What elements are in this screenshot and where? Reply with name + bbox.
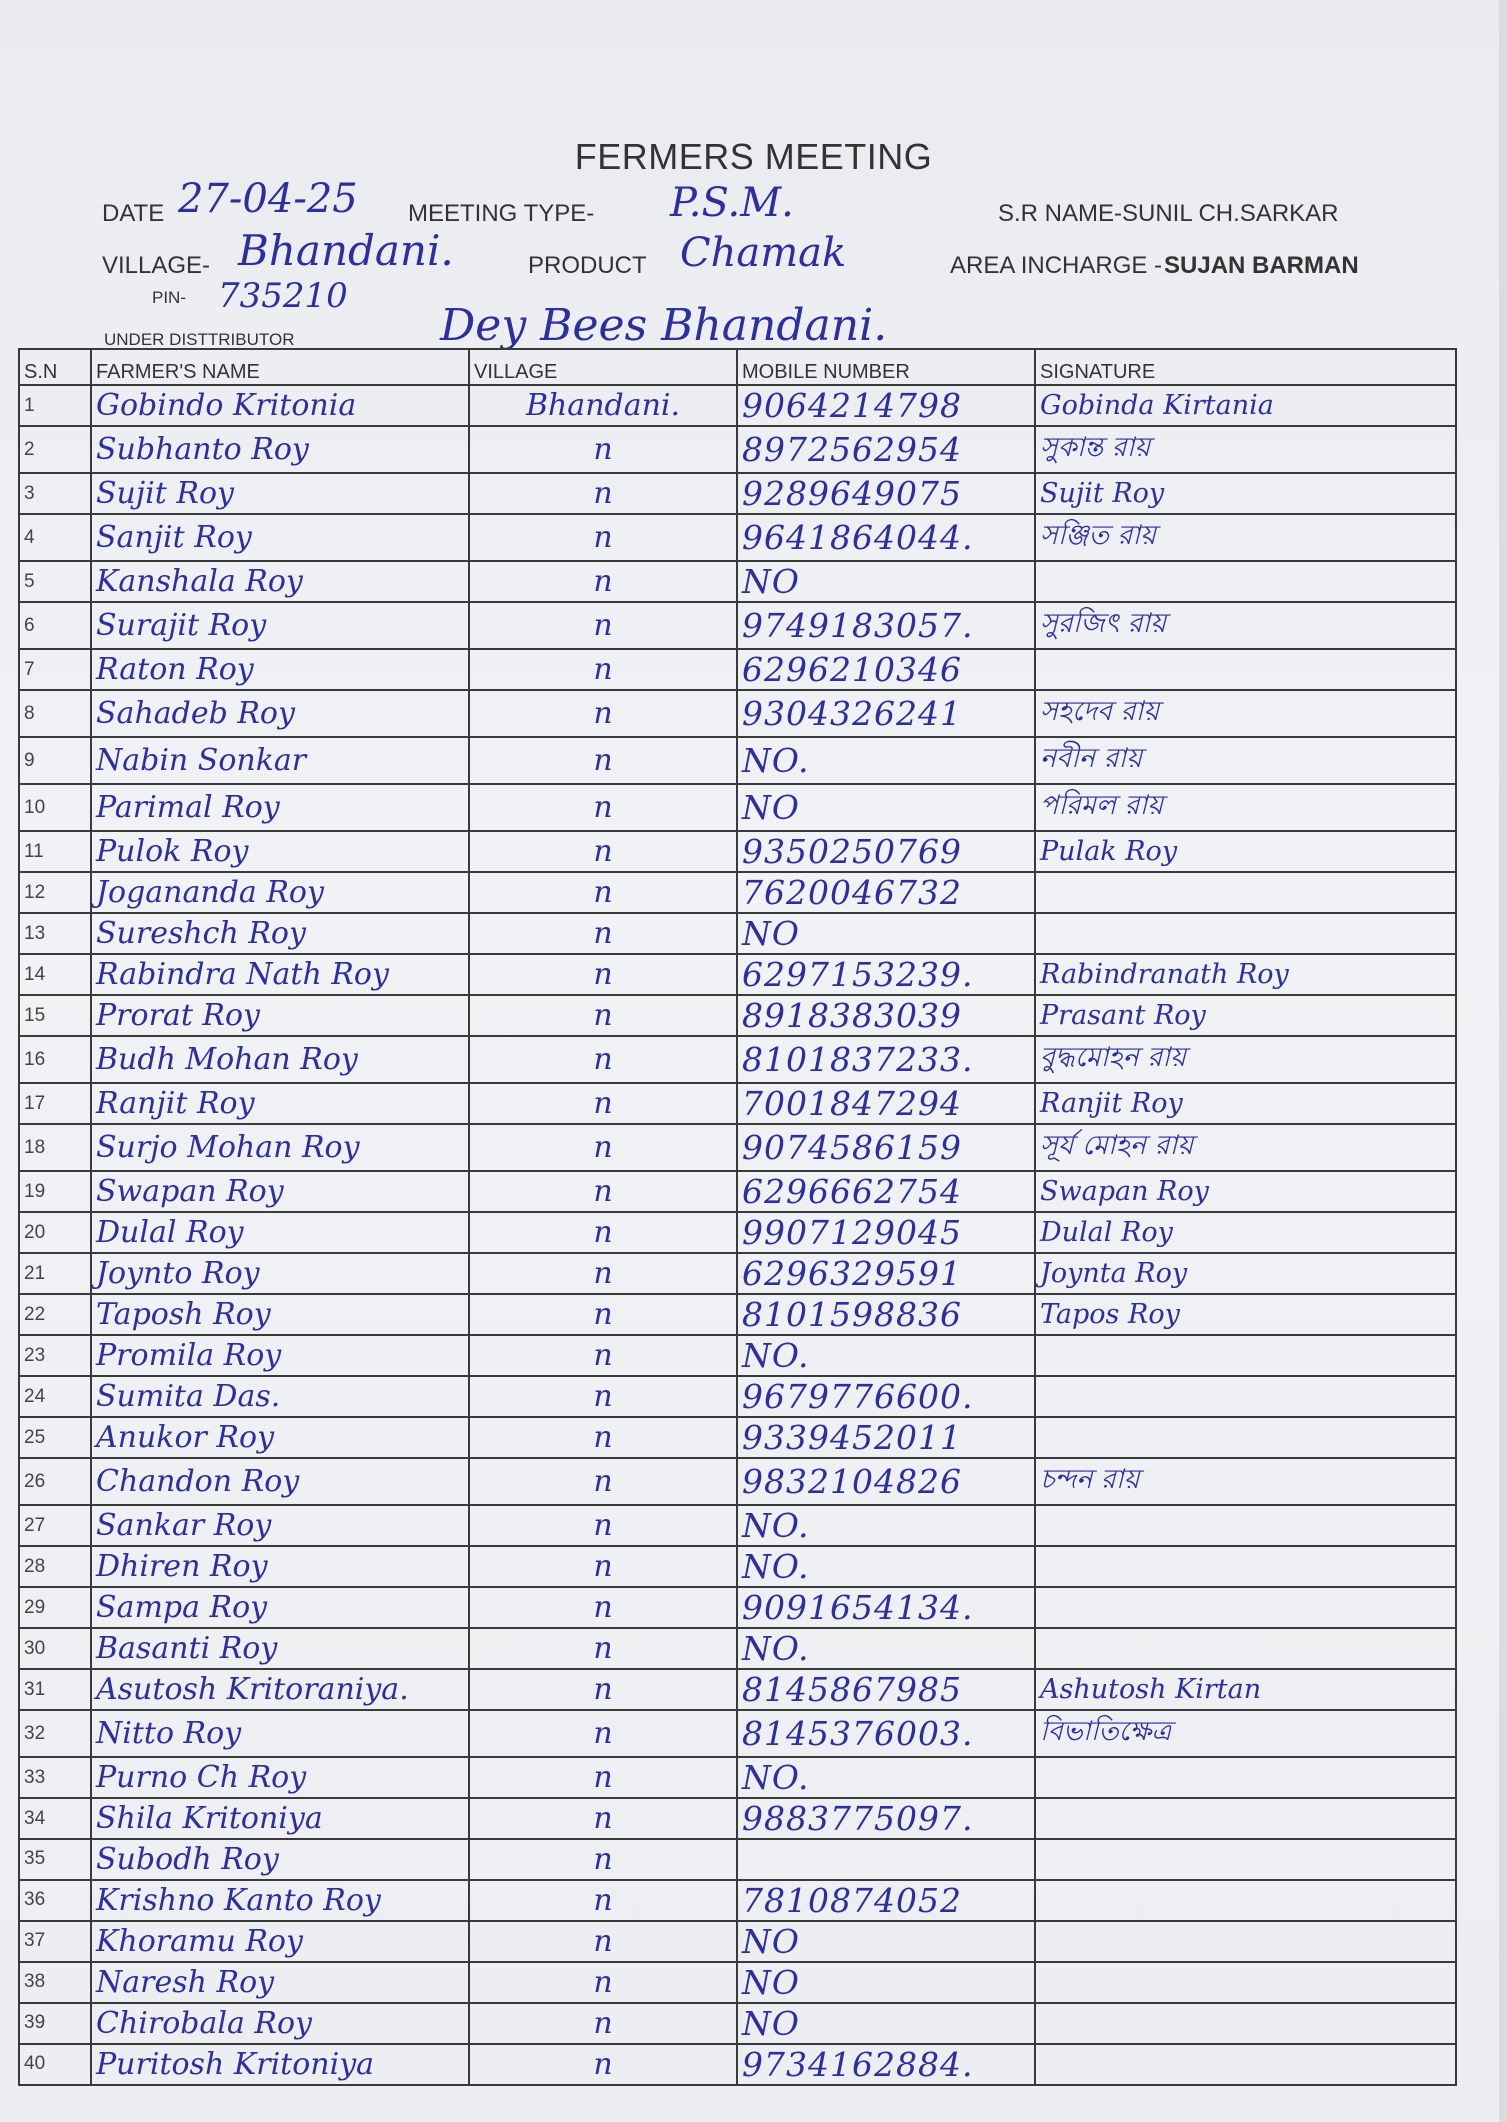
- farmer-name-cell: Subodh Roy: [91, 1839, 469, 1880]
- farmer-name-cell: Kanshala Roy: [91, 561, 469, 602]
- mobile-number-cell: 9304326241: [737, 690, 1035, 737]
- signature-cell: সুকান্ত রায়: [1035, 426, 1456, 473]
- table-row: [19, 1253, 1456, 1294]
- farmer-name-cell: Sampa Roy: [91, 1587, 469, 1628]
- mobile-number-cell: 9641864044.: [737, 514, 1035, 561]
- mobile-number-cell: NO.: [737, 1505, 1035, 1546]
- table-row: [19, 690, 1456, 737]
- farmer-name-cell: Surajit Roy: [91, 602, 469, 649]
- mobile-number-cell: 8101598836: [737, 1294, 1035, 1335]
- serial-number-cell: 9: [19, 737, 91, 784]
- table-row: [19, 1669, 1456, 1710]
- village-cell: n: [469, 1335, 737, 1376]
- table-row: [19, 1458, 1456, 1505]
- serial-number-cell: 10: [19, 784, 91, 831]
- serial-number-cell: 17: [19, 1083, 91, 1124]
- meeting-type-value: P.S.M.: [670, 180, 794, 226]
- mobile-number-cell: NO: [737, 1962, 1035, 2003]
- signature-cell: [1035, 1757, 1456, 1798]
- serial-number-cell: 25: [19, 1417, 91, 1458]
- village-cell: n: [469, 2044, 737, 2085]
- farmer-name-cell: Chandon Roy: [91, 1458, 469, 1505]
- signature-cell: [1035, 1417, 1456, 1458]
- farmer-name-cell: Sujit Roy: [91, 473, 469, 514]
- village-cell: n: [469, 1757, 737, 1798]
- area-incharge-label: AREA INCHARGE -: [950, 252, 1163, 279]
- signature-cell: [1035, 1587, 1456, 1628]
- farmer-name-cell: Nitto Roy: [91, 1710, 469, 1757]
- farmer-name-cell: Basanti Roy: [91, 1628, 469, 1669]
- meeting-type-label: MEETING TYPE-: [408, 200, 595, 227]
- serial-number-cell: 15: [19, 995, 91, 1036]
- table-row: [19, 1124, 1456, 1171]
- village-cell: n: [469, 1458, 737, 1505]
- farmer-name-cell: Raton Roy: [91, 649, 469, 690]
- village-cell: n: [469, 561, 737, 602]
- mobile-number-cell: NO.: [737, 1628, 1035, 1669]
- pin-label: PIN-: [152, 288, 186, 307]
- serial-number-cell: 23: [19, 1335, 91, 1376]
- signature-cell: [1035, 913, 1456, 954]
- farmer-name-cell: Sahadeb Roy: [91, 690, 469, 737]
- signature-cell: Sujit Roy: [1035, 473, 1456, 514]
- serial-number-cell: 14: [19, 954, 91, 995]
- village-cell: n: [469, 1710, 737, 1757]
- farmer-name-cell: Promila Roy: [91, 1335, 469, 1376]
- village-cell: n: [469, 1212, 737, 1253]
- village-cell: n: [469, 690, 737, 737]
- mobile-number-cell: 6296210346: [737, 649, 1035, 690]
- mobile-number-cell: NO.: [737, 737, 1035, 784]
- village-cell: n: [469, 1669, 737, 1710]
- serial-number-cell: 30: [19, 1628, 91, 1669]
- signature-cell: [1035, 561, 1456, 602]
- mobile-number-cell: 8145867985: [737, 1669, 1035, 1710]
- table-row: [19, 831, 1456, 872]
- village-cell: n: [469, 954, 737, 995]
- table-row: [19, 1710, 1456, 1757]
- mobile-number-cell: 7001847294: [737, 1083, 1035, 1124]
- village-cell: n: [469, 649, 737, 690]
- farmer-name-cell: Subhanto Roy: [91, 426, 469, 473]
- signature-cell: [1035, 1839, 1456, 1880]
- table-row: [19, 1036, 1456, 1083]
- area-incharge-value: SUJAN BARMAN: [1164, 252, 1359, 279]
- village-cell: n: [469, 426, 737, 473]
- farmer-name-cell: Sankar Roy: [91, 1505, 469, 1546]
- serial-number-cell: 38: [19, 1962, 91, 2003]
- farmer-name-cell: Asutosh Kritoraniya.: [91, 1669, 469, 1710]
- village-cell: n: [469, 1546, 737, 1587]
- serial-number-cell: 36: [19, 1880, 91, 1921]
- serial-number-cell: 2: [19, 426, 91, 473]
- farmer-name-cell: Parimal Roy: [91, 784, 469, 831]
- village-cell: n: [469, 1505, 737, 1546]
- serial-number-cell: 32: [19, 1710, 91, 1757]
- village-cell: n: [469, 1921, 737, 1962]
- village-value: Bhandani.: [238, 226, 454, 275]
- column-header-sn: S.N: [19, 349, 91, 385]
- farmer-name-cell: Joynto Roy: [91, 1253, 469, 1294]
- table-row: [19, 784, 1456, 831]
- mobile-number-cell: 8145376003.: [737, 1710, 1035, 1757]
- signature-cell: [1035, 649, 1456, 690]
- table-row: [19, 2044, 1456, 2085]
- mobile-number-cell: 9064214798: [737, 385, 1035, 426]
- serial-number-cell: 39: [19, 2003, 91, 2044]
- mobile-number-cell: NO.: [737, 1546, 1035, 1587]
- village-cell: n: [469, 1628, 737, 1669]
- document-title: FERMERS MEETING: [574, 136, 933, 177]
- serial-number-cell: 31: [19, 1669, 91, 1710]
- table-row: [19, 1335, 1456, 1376]
- table-row: [19, 1417, 1456, 1458]
- table-row: [19, 514, 1456, 561]
- signature-cell: Rabindranath Roy: [1035, 954, 1456, 995]
- signature-cell: সূর্য মোহন রায়: [1035, 1124, 1456, 1171]
- village-cell: n: [469, 1036, 737, 1083]
- signature-cell: [1035, 1505, 1456, 1546]
- signature-cell: Dulal Roy: [1035, 1212, 1456, 1253]
- farmer-name-cell: Khoramu Roy: [91, 1921, 469, 1962]
- farmer-name-cell: Naresh Roy: [91, 1962, 469, 2003]
- farmer-name-cell: Swapan Roy: [91, 1171, 469, 1212]
- signature-cell: [1035, 2044, 1456, 2085]
- village-cell: n: [469, 2003, 737, 2044]
- serial-number-cell: 1: [19, 385, 91, 426]
- mobile-number-cell: NO: [737, 784, 1035, 831]
- column-header-farmer-name: FARMER'S NAME: [91, 349, 469, 385]
- village-cell: n: [469, 1124, 737, 1171]
- mobile-number-cell: 9074586159: [737, 1124, 1035, 1171]
- village-cell: n: [469, 1839, 737, 1880]
- village-cell: n: [469, 1083, 737, 1124]
- mobile-number-cell: 6296329591: [737, 1253, 1035, 1294]
- signature-cell: সুরজিৎ রায়: [1035, 602, 1456, 649]
- mobile-number-cell: 9339452011: [737, 1417, 1035, 1458]
- village-cell: n: [469, 1880, 737, 1921]
- serial-number-cell: 12: [19, 872, 91, 913]
- table-row: [19, 602, 1456, 649]
- serial-number-cell: 33: [19, 1757, 91, 1798]
- signature-cell: [1035, 1962, 1456, 2003]
- signature-cell: বিভাতিক্ষেত্র: [1035, 1710, 1456, 1757]
- farmer-name-cell: Dulal Roy: [91, 1212, 469, 1253]
- signature-cell: [1035, 1628, 1456, 1669]
- serial-number-cell: 29: [19, 1587, 91, 1628]
- serial-number-cell: 11: [19, 831, 91, 872]
- farmer-name-cell: Anukor Roy: [91, 1417, 469, 1458]
- table-row: [19, 954, 1456, 995]
- farmer-name-cell: Ranjit Roy: [91, 1083, 469, 1124]
- table-row: [19, 1294, 1456, 1335]
- table-row: [19, 1171, 1456, 1212]
- distributor-value: Dey Bees Bhandani.: [440, 300, 888, 351]
- farmer-name-cell: Shila Kritoniya: [91, 1798, 469, 1839]
- table-row: [19, 2003, 1456, 2044]
- serial-number-cell: 13: [19, 913, 91, 954]
- serial-number-cell: 37: [19, 1921, 91, 1962]
- table-row: [19, 561, 1456, 602]
- mobile-number-cell: [737, 1839, 1035, 1880]
- sr-name: S.R NAME-SUNIL CH.SARKAR: [998, 200, 1339, 227]
- signature-cell: Gobinda Kirtania: [1035, 385, 1456, 426]
- table-row: [19, 1505, 1456, 1546]
- signature-cell: Pulak Roy: [1035, 831, 1456, 872]
- village-cell: n: [469, 1376, 737, 1417]
- village-cell: n: [469, 737, 737, 784]
- mobile-number-cell: 9679776600.: [737, 1376, 1035, 1417]
- mobile-number-cell: NO: [737, 561, 1035, 602]
- table-row: [19, 872, 1456, 913]
- table-row: [19, 1757, 1456, 1798]
- table-row: [19, 1798, 1456, 1839]
- village-cell: n: [469, 784, 737, 831]
- farmer-name-cell: Sureshch Roy: [91, 913, 469, 954]
- farmer-name-cell: Krishno Kanto Roy: [91, 1880, 469, 1921]
- village-cell: n: [469, 995, 737, 1036]
- farmer-name-cell: Puritosh Kritoniya: [91, 2044, 469, 2085]
- mobile-number-cell: NO: [737, 913, 1035, 954]
- serial-number-cell: 21: [19, 1253, 91, 1294]
- serial-number-cell: 20: [19, 1212, 91, 1253]
- signature-cell: [1035, 1921, 1456, 1962]
- mobile-number-cell: 9091654134.: [737, 1587, 1035, 1628]
- serial-number-cell: 28: [19, 1546, 91, 1587]
- table-row: [19, 385, 1456, 426]
- signature-cell: Joynta Roy: [1035, 1253, 1456, 1294]
- mobile-number-cell: 6297153239.: [737, 954, 1035, 995]
- serial-number-cell: 34: [19, 1798, 91, 1839]
- farmer-name-cell: Chirobala Roy: [91, 2003, 469, 2044]
- village-cell: n: [469, 1294, 737, 1335]
- table-row: [19, 1376, 1456, 1417]
- table-row: [19, 913, 1456, 954]
- column-header-village: VILLAGE: [469, 349, 737, 385]
- farmers-register-table: [18, 348, 1457, 2086]
- signature-cell: Tapos Roy: [1035, 1294, 1456, 1335]
- table-row: [19, 1962, 1456, 2003]
- farmer-name-cell: Taposh Roy: [91, 1294, 469, 1335]
- table-row: [19, 426, 1456, 473]
- farmer-name-cell: Dhiren Roy: [91, 1546, 469, 1587]
- village-cell: n: [469, 831, 737, 872]
- mobile-number-cell: NO: [737, 2003, 1035, 2044]
- signature-cell: নবীন রায়: [1035, 737, 1456, 784]
- mobile-number-cell: NO.: [737, 1335, 1035, 1376]
- serial-number-cell: 8: [19, 690, 91, 737]
- serial-number-cell: 27: [19, 1505, 91, 1546]
- signature-cell: পরিমল রায়: [1035, 784, 1456, 831]
- serial-number-cell: 19: [19, 1171, 91, 1212]
- village-cell: n: [469, 1587, 737, 1628]
- distributor-label: UNDER DISTTRIBUTOR: [104, 330, 295, 349]
- table-row: [19, 1546, 1456, 1587]
- date-label: DATE: [102, 200, 165, 227]
- farmer-name-cell: Nabin Sonkar: [91, 737, 469, 784]
- village-cell: n: [469, 1253, 737, 1294]
- signature-cell: Prasant Roy: [1035, 995, 1456, 1036]
- table-row: [19, 1921, 1456, 1962]
- mobile-number-cell: 9350250769: [737, 831, 1035, 872]
- signature-cell: বুদ্ধমোহন রায়: [1035, 1036, 1456, 1083]
- table-row: [19, 649, 1456, 690]
- serial-number-cell: 24: [19, 1376, 91, 1417]
- date-value: 27-04-25: [178, 176, 358, 222]
- serial-number-cell: 7: [19, 649, 91, 690]
- signature-cell: সহদেব রায়: [1035, 690, 1456, 737]
- column-header-signature: SIGNATURE: [1035, 349, 1456, 385]
- mobile-number-cell: 9907129045: [737, 1212, 1035, 1253]
- table-row: [19, 473, 1456, 514]
- mobile-number-cell: 7810874052: [737, 1880, 1035, 1921]
- mobile-number-cell: 8101837233.: [737, 1036, 1035, 1083]
- village-cell: n: [469, 473, 737, 514]
- farmer-name-cell: Prorat Roy: [91, 995, 469, 1036]
- signature-cell: [1035, 1880, 1456, 1921]
- village-label: VILLAGE-: [102, 252, 211, 279]
- signature-cell: [1035, 1798, 1456, 1839]
- serial-number-cell: 5: [19, 561, 91, 602]
- village-cell: n: [469, 913, 737, 954]
- signature-cell: [1035, 872, 1456, 913]
- mobile-number-cell: NO: [737, 1921, 1035, 1962]
- serial-number-cell: 6: [19, 602, 91, 649]
- mobile-number-cell: 9883775097.: [737, 1798, 1035, 1839]
- table-header-row: [19, 349, 1456, 385]
- mobile-number-cell: 9832104826: [737, 1458, 1035, 1505]
- farmer-name-cell: Gobindo Kritonia: [91, 385, 469, 426]
- farmer-name-cell: Budh Mohan Roy: [91, 1036, 469, 1083]
- column-header-mobile: MOBILE NUMBER: [737, 349, 1035, 385]
- mobile-number-cell: 9289649075: [737, 473, 1035, 514]
- farmer-name-cell: Rabindra Nath Roy: [91, 954, 469, 995]
- village-cell: n: [469, 514, 737, 561]
- serial-number-cell: 4: [19, 514, 91, 561]
- mobile-number-cell: 8918383039: [737, 995, 1035, 1036]
- table-row: [19, 1212, 1456, 1253]
- serial-number-cell: 40: [19, 2044, 91, 2085]
- farmer-name-cell: Surjo Mohan Roy: [91, 1124, 469, 1171]
- table-row: [19, 737, 1456, 784]
- serial-number-cell: 18: [19, 1124, 91, 1171]
- signature-cell: Ashutosh Kirtan: [1035, 1669, 1456, 1710]
- table-row: [19, 1880, 1456, 1921]
- signature-cell: Swapan Roy: [1035, 1171, 1456, 1212]
- village-cell: n: [469, 602, 737, 649]
- signature-cell: [1035, 1376, 1456, 1417]
- signature-cell: [1035, 1546, 1456, 1587]
- farmer-name-cell: Purno Ch Roy: [91, 1757, 469, 1798]
- village-cell: Bhandani.: [469, 385, 737, 426]
- signature-cell: সঞ্জিত রায়: [1035, 514, 1456, 561]
- serial-number-cell: 26: [19, 1458, 91, 1505]
- table-row: [19, 1587, 1456, 1628]
- village-cell: n: [469, 1798, 737, 1839]
- signature-cell: Ranjit Roy: [1035, 1083, 1456, 1124]
- product-label: PRODUCT: [528, 252, 647, 279]
- signature-cell: [1035, 2003, 1456, 2044]
- serial-number-cell: 22: [19, 1294, 91, 1335]
- serial-number-cell: 16: [19, 1036, 91, 1083]
- serial-number-cell: 35: [19, 1839, 91, 1880]
- table-body: [19, 385, 1456, 2085]
- mobile-number-cell: NO.: [737, 1757, 1035, 1798]
- serial-number-cell: 3: [19, 473, 91, 514]
- village-cell: n: [469, 1171, 737, 1212]
- mobile-number-cell: 9749183057.: [737, 602, 1035, 649]
- signature-cell: [1035, 1335, 1456, 1376]
- table-row: [19, 1839, 1456, 1880]
- mobile-number-cell: 6296662754: [737, 1171, 1035, 1212]
- product-value: Chamak: [680, 230, 847, 276]
- village-cell: n: [469, 1962, 737, 2003]
- table-row: [19, 1628, 1456, 1669]
- signature-cell: চন্দন রায়: [1035, 1458, 1456, 1505]
- farmer-name-cell: Jogananda Roy: [91, 872, 469, 913]
- table-row: [19, 995, 1456, 1036]
- mobile-number-cell: 9734162884.: [737, 2044, 1035, 2085]
- village-cell: n: [469, 872, 737, 913]
- village-cell: n: [469, 1417, 737, 1458]
- page-edge: [1499, 0, 1507, 2122]
- mobile-number-cell: 7620046732: [737, 872, 1035, 913]
- farmer-name-cell: Sanjit Roy: [91, 514, 469, 561]
- pin-value: 735210: [218, 276, 348, 316]
- farmer-name-cell: Pulok Roy: [91, 831, 469, 872]
- mobile-number-cell: 8972562954: [737, 426, 1035, 473]
- farmer-name-cell: Sumita Das.: [91, 1376, 469, 1417]
- table-row: [19, 1083, 1456, 1124]
